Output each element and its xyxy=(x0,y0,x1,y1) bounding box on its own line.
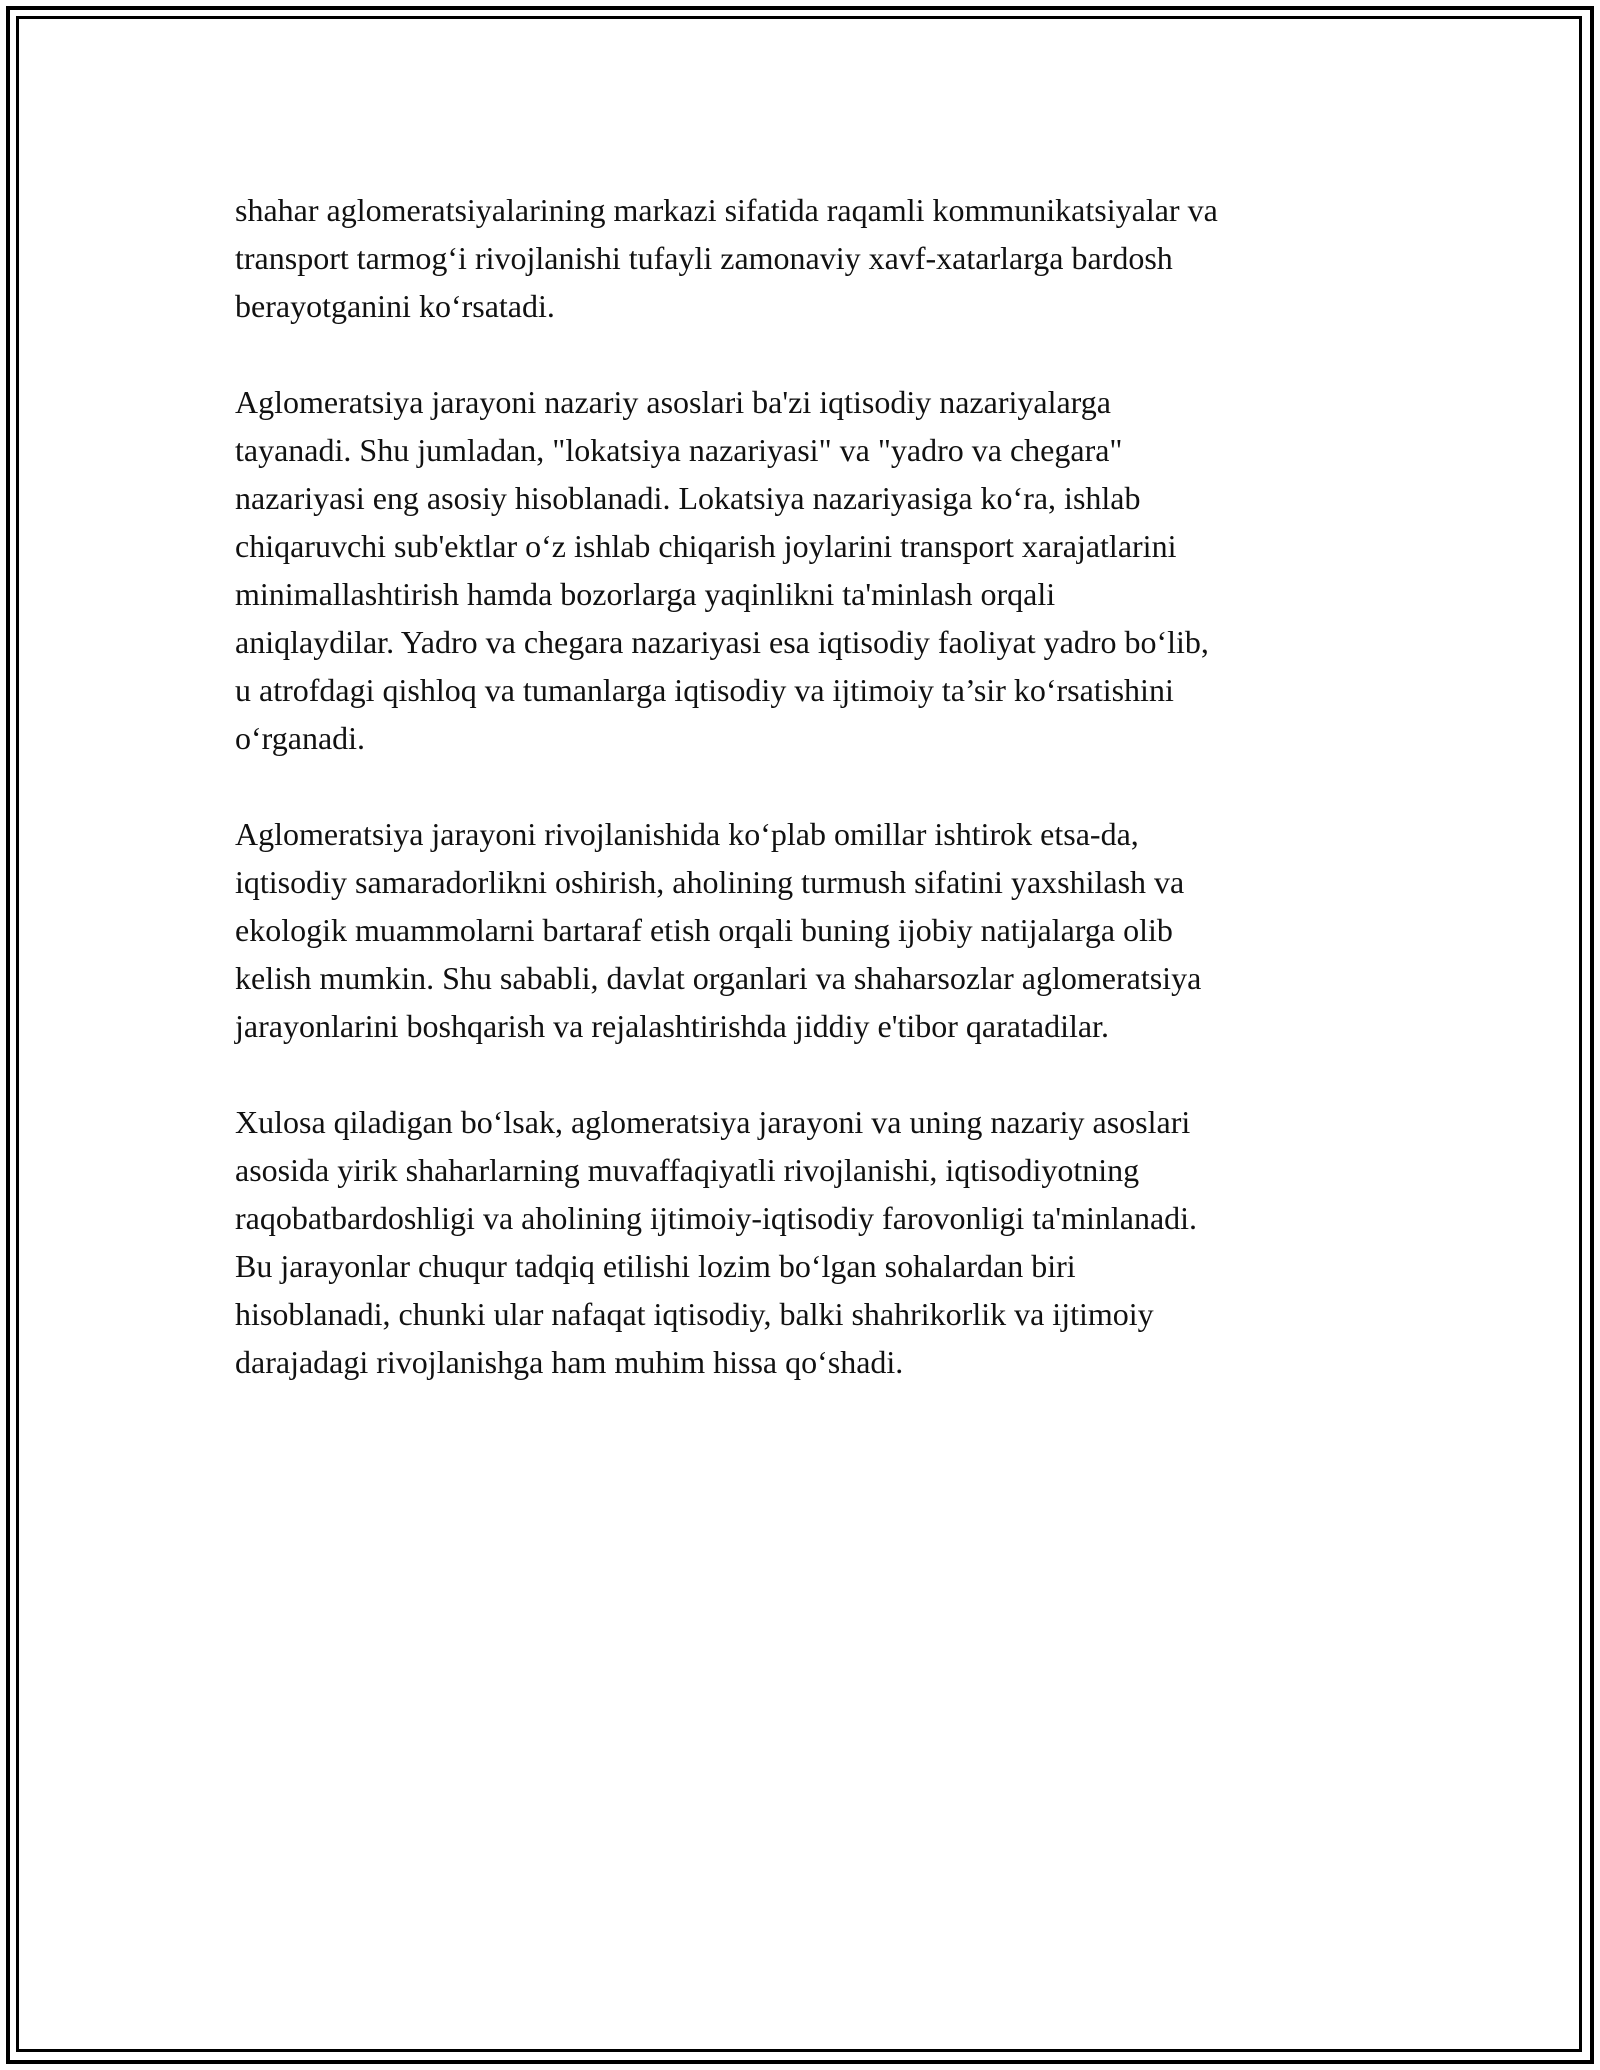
text-line: shahar aglomeratsiyalarining markazi sifatida raqamli kommunikatsiyalar va xyxy=(235,192,1218,228)
text-line: darajadagi rivojlanishga ham muhim hissa qo‘shadi. xyxy=(235,1344,904,1380)
document-body xyxy=(235,186,1375,1434)
text-line: transport tarmog‘i rivojlanishi tufayli zamonaviy xavf-xatarlarga bardosh xyxy=(235,240,1173,276)
text-line: hisoblanadi, chunki ular nafaqat iqtisodiy, balki shahrikorlik va ijtimoiy xyxy=(235,1296,1154,1332)
text-line: ekologik muammolarni bartaraf etish orqali buning ijobiy natijalarga olib xyxy=(235,912,1173,948)
text-line: jarayonlarini boshqarish va rejalashtirishda jiddiy e'tibor qaratadilar. xyxy=(235,1008,1109,1044)
text-line: kelish mumkin. Shu sababli, davlat organlari va shaharsozlar aglomeratsiya xyxy=(235,960,1202,996)
text-line: iqtisodiy samaradorlikni oshirish, aholining turmush sifatini yaxshilash va xyxy=(235,864,1185,900)
text-line: minimallashtirish hamda bozorlarga yaqinlikni ta'minlash orqali xyxy=(235,576,1056,612)
text-line: Xulosa qiladigan bo‘lsak, aglomeratsiya jarayoni va uning nazariy asoslari xyxy=(235,1104,1191,1140)
text-line: nazariyasi eng asosiy hisoblanadi. Lokatsiya nazariyasiga ko‘ra, ishlab xyxy=(235,480,1141,516)
text-line: Aglomeratsiya jarayoni nazariy asoslari ba'zi iqtisodiy nazariyalarga xyxy=(235,384,1111,420)
text-line: Bu jarayonlar chuqur tadqiq etilishi lozim bo‘lgan sohalardan biri xyxy=(235,1248,1076,1284)
text-line: aniqlaydilar. Yadro va chegara nazariyasi esa iqtisodiy faoliyat yadro bo‘lib, xyxy=(235,624,1209,660)
text-line: asosida yirik shaharlarning muvaffaqiyatli rivojlanishi, iqtisodiyotning xyxy=(235,1152,1140,1188)
text-line: raqobatbardoshligi va aholining ijtimoiy-iqtisodiy farovonligi ta'minlanadi. xyxy=(235,1200,1198,1236)
paragraph-4 xyxy=(235,1098,1375,1386)
text-line: o‘rganadi. xyxy=(235,720,366,756)
text-line: chiqaruvchi sub'ektlar o‘z ishlab chiqarish joylarini transport xarajatlarini xyxy=(235,528,1177,564)
text-line: u atrofdagi qishloq va tumanlarga iqtisodiy va ijtimoiy ta’sir ko‘rsatishini xyxy=(235,672,1174,708)
paragraph-2 xyxy=(235,378,1375,762)
text-line: Aglomeratsiya jarayoni rivojlanishida ko‘plab omillar ishtirok etsa-da, xyxy=(235,816,1139,852)
paragraph-1 xyxy=(235,186,1375,330)
paragraph-3 xyxy=(235,810,1375,1050)
text-line: berayotganini ko‘rsatadi. xyxy=(235,288,555,324)
text-line: tayanadi. Shu jumladan, "lokatsiya nazariyasi" va "yadro va chegara" xyxy=(235,432,1123,468)
